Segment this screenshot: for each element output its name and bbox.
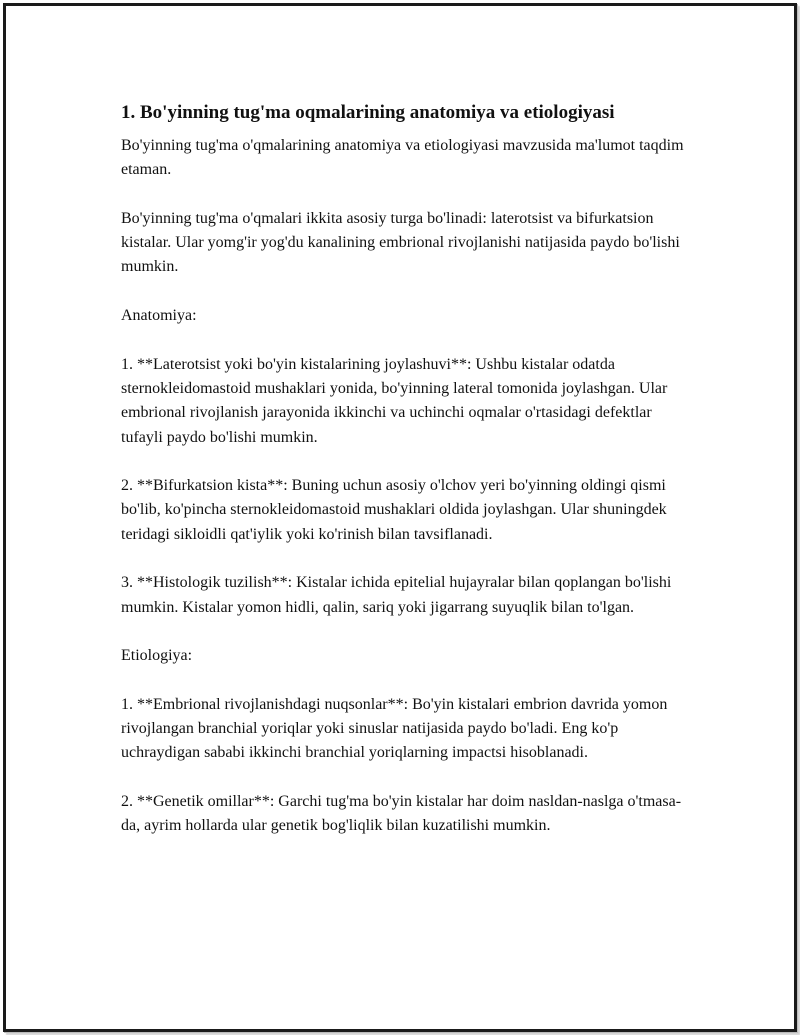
types-paragraph: Bo'yinning tug'ma o'qmalari ikkita asosiy turga bo'linadi: laterotsist va bifurkatsion kistalar. Ular yomg'ir yog'du kanalining embrional rivojlanishi natijasida paydo bo'lishi mumkin. <box>121 209 680 276</box>
etiology-item-1: 1. **Embrional rivojlanishdagi nuqsonlar**: Bo'yin kistalari embrion davrida yomon rivojlangan branchial yoriqlar yoki sinuslar natijasida paydo bo'ladi. Eng ko'p uchraydigan sababi ikkinchi branchial yoriqlarning impactsi hisoblanadi. <box>121 695 668 762</box>
etiology-item-2: 2. **Genetik omillar**: Garchi tug'ma bo'yin kistalar har doim nasldan-naslga o'tmasa-da, ayrim hollarda ular genetik bog'liqlik bilan kuzatilishi mumkin. <box>121 793 682 835</box>
document-title: 1. Bo'yinning tug'ma oqmalarining anatomiya va etiologiyasi <box>121 102 615 123</box>
anatomy-item-3: 3. **Histologik tuzilish**: Kistalar ichida epitelial hujayralar bilan qoplangan bo'lishi mumkin. Kistalar yomon hidli, qalin, sariq yoki jigarrang suyuqlik bilan to'lgan. <box>121 574 672 616</box>
document-body <box>121 101 691 863</box>
intro-paragraph: Bo'yinning tug'ma o'qmalarining anatomiya va etiologiyasi mavzusida ma'lumot taqdim etaman. <box>121 137 684 179</box>
etiology-heading: Etiologiya: <box>121 647 193 665</box>
anatomy-item-1: 1. **Laterotsist yoki bo'yin kistalarining joylashuvi**: Ushbu kistalar odatda sternokleidomastoid mushaklari yonida, bo'yinning lateral tomonida joylashgan. Ular embrional rivojlanish jarayonida ikkinchi va uchinchi oqmalar o'rtasidagi defektlar tufayli paydo bo'lishi mumkin. <box>121 355 668 446</box>
anatomy-item-2: 2. **Bifurkatsion kista**: Buning uchun asosiy o'lchov yeri bo'yinning oldingi qismi bo'lib, ko'pincha sternokleidomastoid mushaklari oldida joylashgan. Ular shuningdek teridagi sikloidli qat'iylik yoki ko'rinish bilan tavsiflanadi. <box>121 477 667 543</box>
anatomy-heading: Anatomiya: <box>121 307 197 325</box>
document-page <box>3 3 797 1032</box>
